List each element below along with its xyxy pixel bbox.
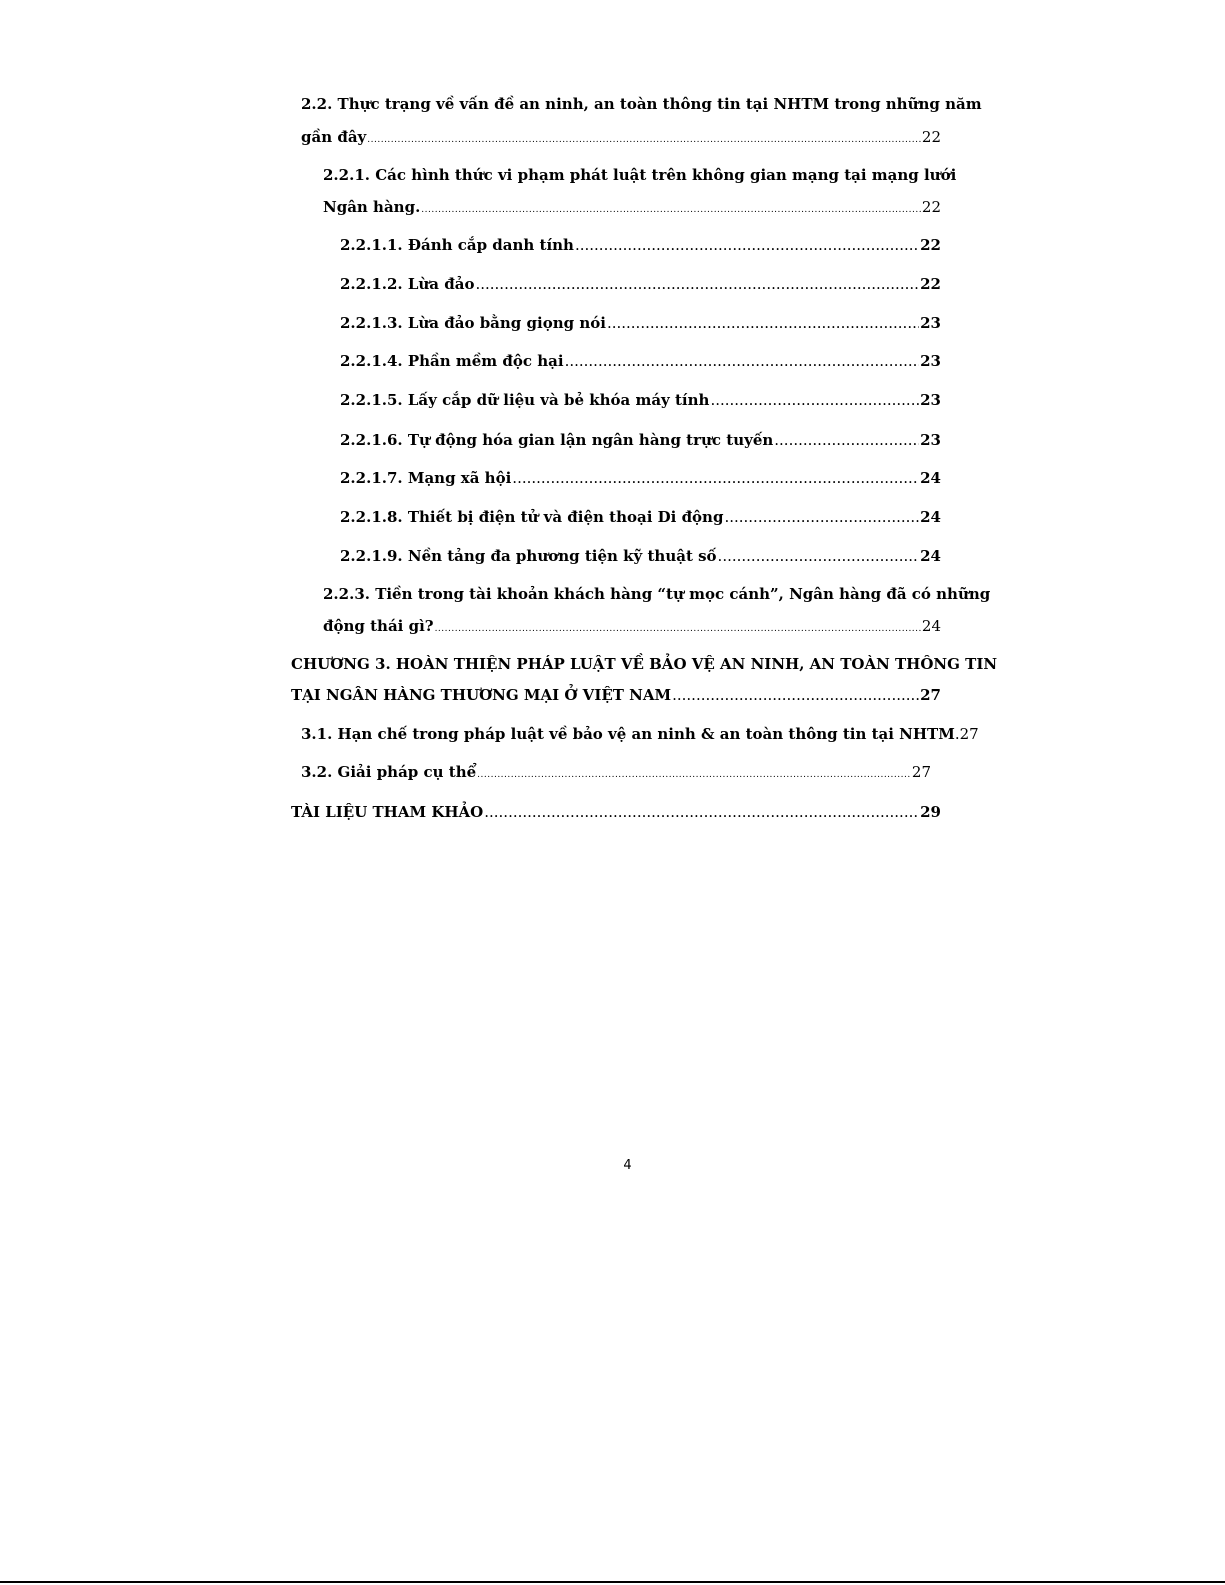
toc-entry-2-2-1-4[interactable] (340, 351, 941, 371)
toc-page-number: 27 (911, 763, 931, 781)
toc-entry-2-2-3-line1: 2.2.3. Tiền trong tài khoản khách hàng “tự mọc cánh”, Ngân hàng đã có những (323, 585, 991, 603)
toc-entry-2-2-1[interactable] (323, 197, 941, 220)
toc-entry-2-2-line1: 2.2. Thực trạng về vấn đề an ninh, an toàn thông tin tại NHTM trong những năm (301, 95, 982, 113)
leader-dots (421, 197, 921, 220)
toc-page-number: 24 (920, 469, 941, 487)
leader-dots (435, 616, 921, 639)
toc-entry-2-2-3[interactable] (323, 616, 941, 639)
toc-page-number: 23 (920, 352, 941, 370)
toc-page-number: 24 (920, 547, 941, 565)
toc-chapter-3-line1: CHƯƠNG 3. HOÀN THIỆN PHÁP LUẬT VỀ BẢO VỆ AN NINH, AN TOÀN THÔNG TIN (291, 655, 998, 673)
toc-entry-2-2-1-6[interactable] (340, 430, 941, 450)
toc-page-number: 22 (920, 236, 941, 254)
leader-dots (575, 235, 919, 255)
leader-dots (774, 430, 919, 450)
toc-page-number: 23 (920, 314, 941, 332)
toc-entry-3-2[interactable] (301, 762, 931, 785)
toc-entry-2-2-1-8[interactable] (340, 507, 941, 527)
toc-entry-title: TÀI LIỆU THAM KHẢO (291, 803, 484, 821)
leader-dots (475, 274, 919, 294)
leader-dots (607, 313, 919, 333)
toc-entry-2-2-1-1[interactable] (340, 235, 941, 255)
toc-page-number: 29 (920, 803, 941, 821)
toc-entry-title: động thái gì? (323, 617, 434, 635)
toc-entry-title: TẠI NGÂN HÀNG THƯƠNG MẠI Ở VIỆT NAM (291, 686, 672, 704)
toc-page-number: 27 (920, 686, 941, 704)
page-bottom-border (0, 1581, 1225, 1583)
toc-entry-title: gần đây (301, 128, 367, 146)
leader-dots (367, 127, 921, 150)
toc-entry-title: 2.2.1.7. Mạng xã hội (340, 469, 512, 487)
leader-dots (512, 468, 919, 488)
leader-dots (565, 351, 920, 371)
toc-chapter-3[interactable] (291, 685, 941, 705)
toc-entry-title: 2.2.1.1. Đánh cắp danh tính (340, 236, 574, 254)
page-number: 4 (623, 1158, 632, 1173)
toc-page-number: 23 (920, 431, 941, 449)
toc-entry-title: 2.2.1.5. Lấy cắp dữ liệu và bẻ khóa máy tính (340, 391, 710, 409)
toc-entry-title: 2.2.1.2. Lừa đảo (340, 275, 475, 293)
toc-entry-title: 3.2. Giải pháp cụ thể (301, 763, 477, 781)
toc-entry-2-2-1-9[interactable] (340, 546, 941, 566)
leader-dots (724, 507, 919, 527)
toc-entry-title: 3.1. Hạn chế trong pháp luật về bảo vệ an ninh & an toàn thông tin tại NHTM (301, 725, 955, 743)
toc-entry-2-2-1-5[interactable] (340, 390, 941, 410)
toc-entry-2-2-1-line1: 2.2.1. Các hình thức vi phạm phát luật trên không gian mạng tại mạng lưới (323, 166, 957, 184)
toc-entry-title: Ngân hàng. (323, 198, 421, 216)
toc-entry-2-2-1-2[interactable] (340, 274, 941, 294)
leader-dots (718, 546, 920, 566)
toc-page-number: 24 (920, 508, 941, 526)
toc-entry-2-2-1-3[interactable] (340, 313, 941, 333)
leader-dots (672, 685, 919, 705)
toc-entry-2-2[interactable] (301, 127, 941, 150)
leader-dots (477, 762, 911, 785)
toc-references[interactable] (291, 802, 941, 822)
toc-page-number: 23 (920, 391, 941, 409)
toc-page-number: .27 (954, 725, 979, 743)
toc-page-number: 22 (921, 198, 941, 216)
toc-entry-title: 2.2.1.6. Tự động hóa gian lận ngân hàng trực tuyến (340, 431, 774, 449)
toc-page-number: 22 (921, 128, 941, 146)
toc-page-number: 24 (921, 617, 941, 635)
toc-entry-2-2-1-7[interactable] (340, 468, 941, 488)
toc-entry-title: 2.2.1.4. Phần mềm độc hại (340, 352, 564, 370)
toc-entry-title: 2.2.1.8. Thiết bị điện tử và điện thoại Di động (340, 508, 724, 526)
toc-entry-title: 2.2.1.9. Nền tảng đa phương tiện kỹ thuật số (340, 547, 717, 565)
toc-entry-title: 2.2.1.3. Lừa đảo bằng giọng nói (340, 314, 606, 332)
leader-dots (710, 390, 919, 410)
toc-entry-3-1[interactable] (301, 724, 979, 744)
leader-dots (484, 802, 919, 822)
toc-page-number: 22 (920, 275, 941, 293)
